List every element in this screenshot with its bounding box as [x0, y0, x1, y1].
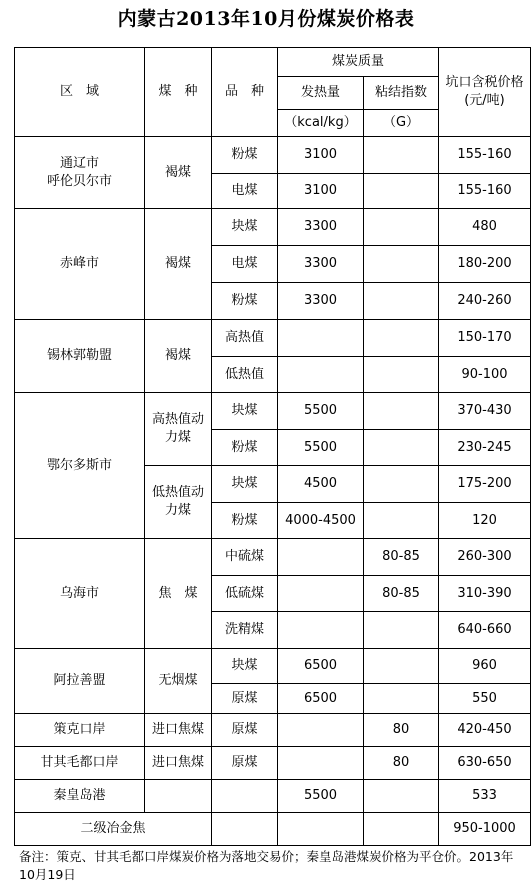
price-cell: 180-200 — [439, 246, 531, 283]
variety-cell: 块煤 — [212, 393, 278, 430]
caking-cell: 80 — [364, 747, 439, 780]
region-metcoke: 二级冶金焦 — [15, 813, 212, 846]
price-cell: 480 — [439, 209, 531, 246]
price-cell: 230-245 — [439, 430, 531, 466]
calorific-cell: 5500 — [278, 780, 364, 813]
variety-cell: 原煤 — [212, 747, 278, 780]
caking-cell — [364, 503, 439, 539]
variety-cell: 块煤 — [212, 466, 278, 503]
coal-type-import-coke: 进口焦煤 — [145, 714, 212, 747]
region-wuhai: 乌海市 — [15, 539, 145, 649]
header-coal-type: 煤 种 — [145, 48, 212, 137]
calorific-cell: 5500 — [278, 393, 364, 430]
header-calorific-unit: （kcal/kg） — [278, 110, 364, 137]
price-cell: 960 — [439, 649, 531, 684]
variety-cell: 原煤 — [212, 684, 278, 714]
calorific-cell: 3300 — [278, 209, 364, 246]
price-cell: 90-100 — [439, 357, 531, 393]
variety-cell: 粉煤 — [212, 137, 278, 174]
region-ceke: 策克口岸 — [15, 714, 145, 747]
caking-cell: 80-85 — [364, 539, 439, 576]
price-cell: 950-1000 — [439, 813, 531, 846]
calorific-cell — [278, 539, 364, 576]
price-cell: 260-300 — [439, 539, 531, 576]
calorific-cell: 6500 — [278, 684, 364, 714]
caking-cell: 80 — [364, 714, 439, 747]
variety-cell: 粉煤 — [212, 283, 278, 320]
header-caking: 粘结指数 — [364, 77, 439, 110]
caking-cell — [364, 357, 439, 393]
price-cell: 310-390 — [439, 576, 531, 612]
header-region: 区 域 — [15, 48, 145, 137]
coal-type-ordos-low: 低热值动力煤 — [145, 466, 212, 539]
coal-type-coke: 焦 煤 — [145, 539, 212, 649]
variety-cell: 块煤 — [212, 209, 278, 246]
variety-cell — [212, 813, 278, 846]
calorific-cell — [278, 576, 364, 612]
header-variety: 品 种 — [212, 48, 278, 137]
price-cell: 420-450 — [439, 714, 531, 747]
variety-cell: 高热值 — [212, 320, 278, 357]
price-cell: 120 — [439, 503, 531, 539]
caking-cell — [364, 320, 439, 357]
caking-cell — [364, 430, 439, 466]
region-alxa: 阿拉善盟 — [15, 649, 145, 714]
coal-type-ordos-high: 高热值动力煤 — [145, 393, 212, 466]
region-qinhuangdao: 秦皇岛港 — [15, 780, 145, 813]
header-price: 坑口含税价格(元/吨) — [439, 48, 531, 137]
calorific-cell: 4000-4500 — [278, 503, 364, 539]
caking-cell — [364, 684, 439, 714]
price-table — [14, 47, 531, 846]
caking-cell — [364, 649, 439, 684]
variety-cell: 原煤 — [212, 714, 278, 747]
page-title: 内蒙古2013年10月份煤炭价格表 — [117, 8, 415, 30]
calorific-cell — [278, 357, 364, 393]
region-chifeng: 赤峰市 — [15, 209, 145, 320]
variety-cell: 低热值 — [212, 357, 278, 393]
price-cell: 240-260 — [439, 283, 531, 320]
calorific-cell: 3100 — [278, 174, 364, 209]
variety-cell: 粉煤 — [212, 430, 278, 466]
footnote: 备注：策克、甘其毛都口岸煤炭价格为落地交易价；秦皇岛港煤炭价格为平仓价。2013年10月19日 — [19, 849, 514, 882]
variety-cell: 洗精煤 — [212, 612, 278, 649]
calorific-cell: 3300 — [278, 283, 364, 320]
calorific-cell — [278, 747, 364, 780]
calorific-cell — [278, 813, 364, 846]
region-ganqimaodu: 甘其毛都口岸 — [15, 747, 145, 780]
price-cell: 155-160 — [439, 137, 531, 174]
calorific-cell — [278, 714, 364, 747]
price-cell: 640-660 — [439, 612, 531, 649]
caking-cell — [364, 466, 439, 503]
price-cell: 630-650 — [439, 747, 531, 780]
price-cell: 150-170 — [439, 320, 531, 357]
coal-type-lignite: 褐煤 — [145, 137, 212, 209]
caking-cell: 80-85 — [364, 576, 439, 612]
calorific-cell: 6500 — [278, 649, 364, 684]
variety-cell: 粉煤 — [212, 503, 278, 539]
variety-cell: 低硫煤 — [212, 576, 278, 612]
region-ordos: 鄂尔多斯市 — [15, 393, 145, 539]
coal-type-anthracite: 无烟煤 — [145, 649, 212, 714]
caking-cell — [364, 209, 439, 246]
calorific-cell — [278, 320, 364, 357]
variety-cell: 电煤 — [212, 174, 278, 209]
variety-cell: 块煤 — [212, 649, 278, 684]
price-cell: 370-430 — [439, 393, 531, 430]
calorific-cell: 4500 — [278, 466, 364, 503]
caking-cell — [364, 283, 439, 320]
coal-type-import-coke: 进口焦煤 — [145, 747, 212, 780]
caking-cell — [364, 174, 439, 209]
coal-type-cell — [145, 780, 212, 813]
caking-cell — [364, 780, 439, 813]
price-cell: 155-160 — [439, 174, 531, 209]
coal-type-lignite: 褐煤 — [145, 320, 212, 393]
price-cell: 550 — [439, 684, 531, 714]
header-calorific: 发热量 — [278, 77, 364, 110]
caking-cell — [364, 246, 439, 283]
price-cell: 533 — [439, 780, 531, 813]
caking-cell — [364, 612, 439, 649]
header-quality: 煤炭质量 — [278, 48, 439, 77]
calorific-cell: 3100 — [278, 137, 364, 174]
caking-cell — [364, 813, 439, 846]
price-cell: 175-200 — [439, 466, 531, 503]
coal-type-lignite: 褐煤 — [145, 209, 212, 320]
calorific-cell: 3300 — [278, 246, 364, 283]
calorific-cell — [278, 612, 364, 649]
variety-cell: 中硫煤 — [212, 539, 278, 576]
variety-cell: 电煤 — [212, 246, 278, 283]
variety-cell — [212, 780, 278, 813]
region-tongliao: 通辽市 呼伦贝尔市 — [15, 137, 145, 209]
caking-cell — [364, 393, 439, 430]
calorific-cell: 5500 — [278, 430, 364, 466]
region-xilingol: 锡林郭勒盟 — [15, 320, 145, 393]
caking-cell — [364, 137, 439, 174]
header-caking-unit: （G） — [364, 110, 439, 137]
